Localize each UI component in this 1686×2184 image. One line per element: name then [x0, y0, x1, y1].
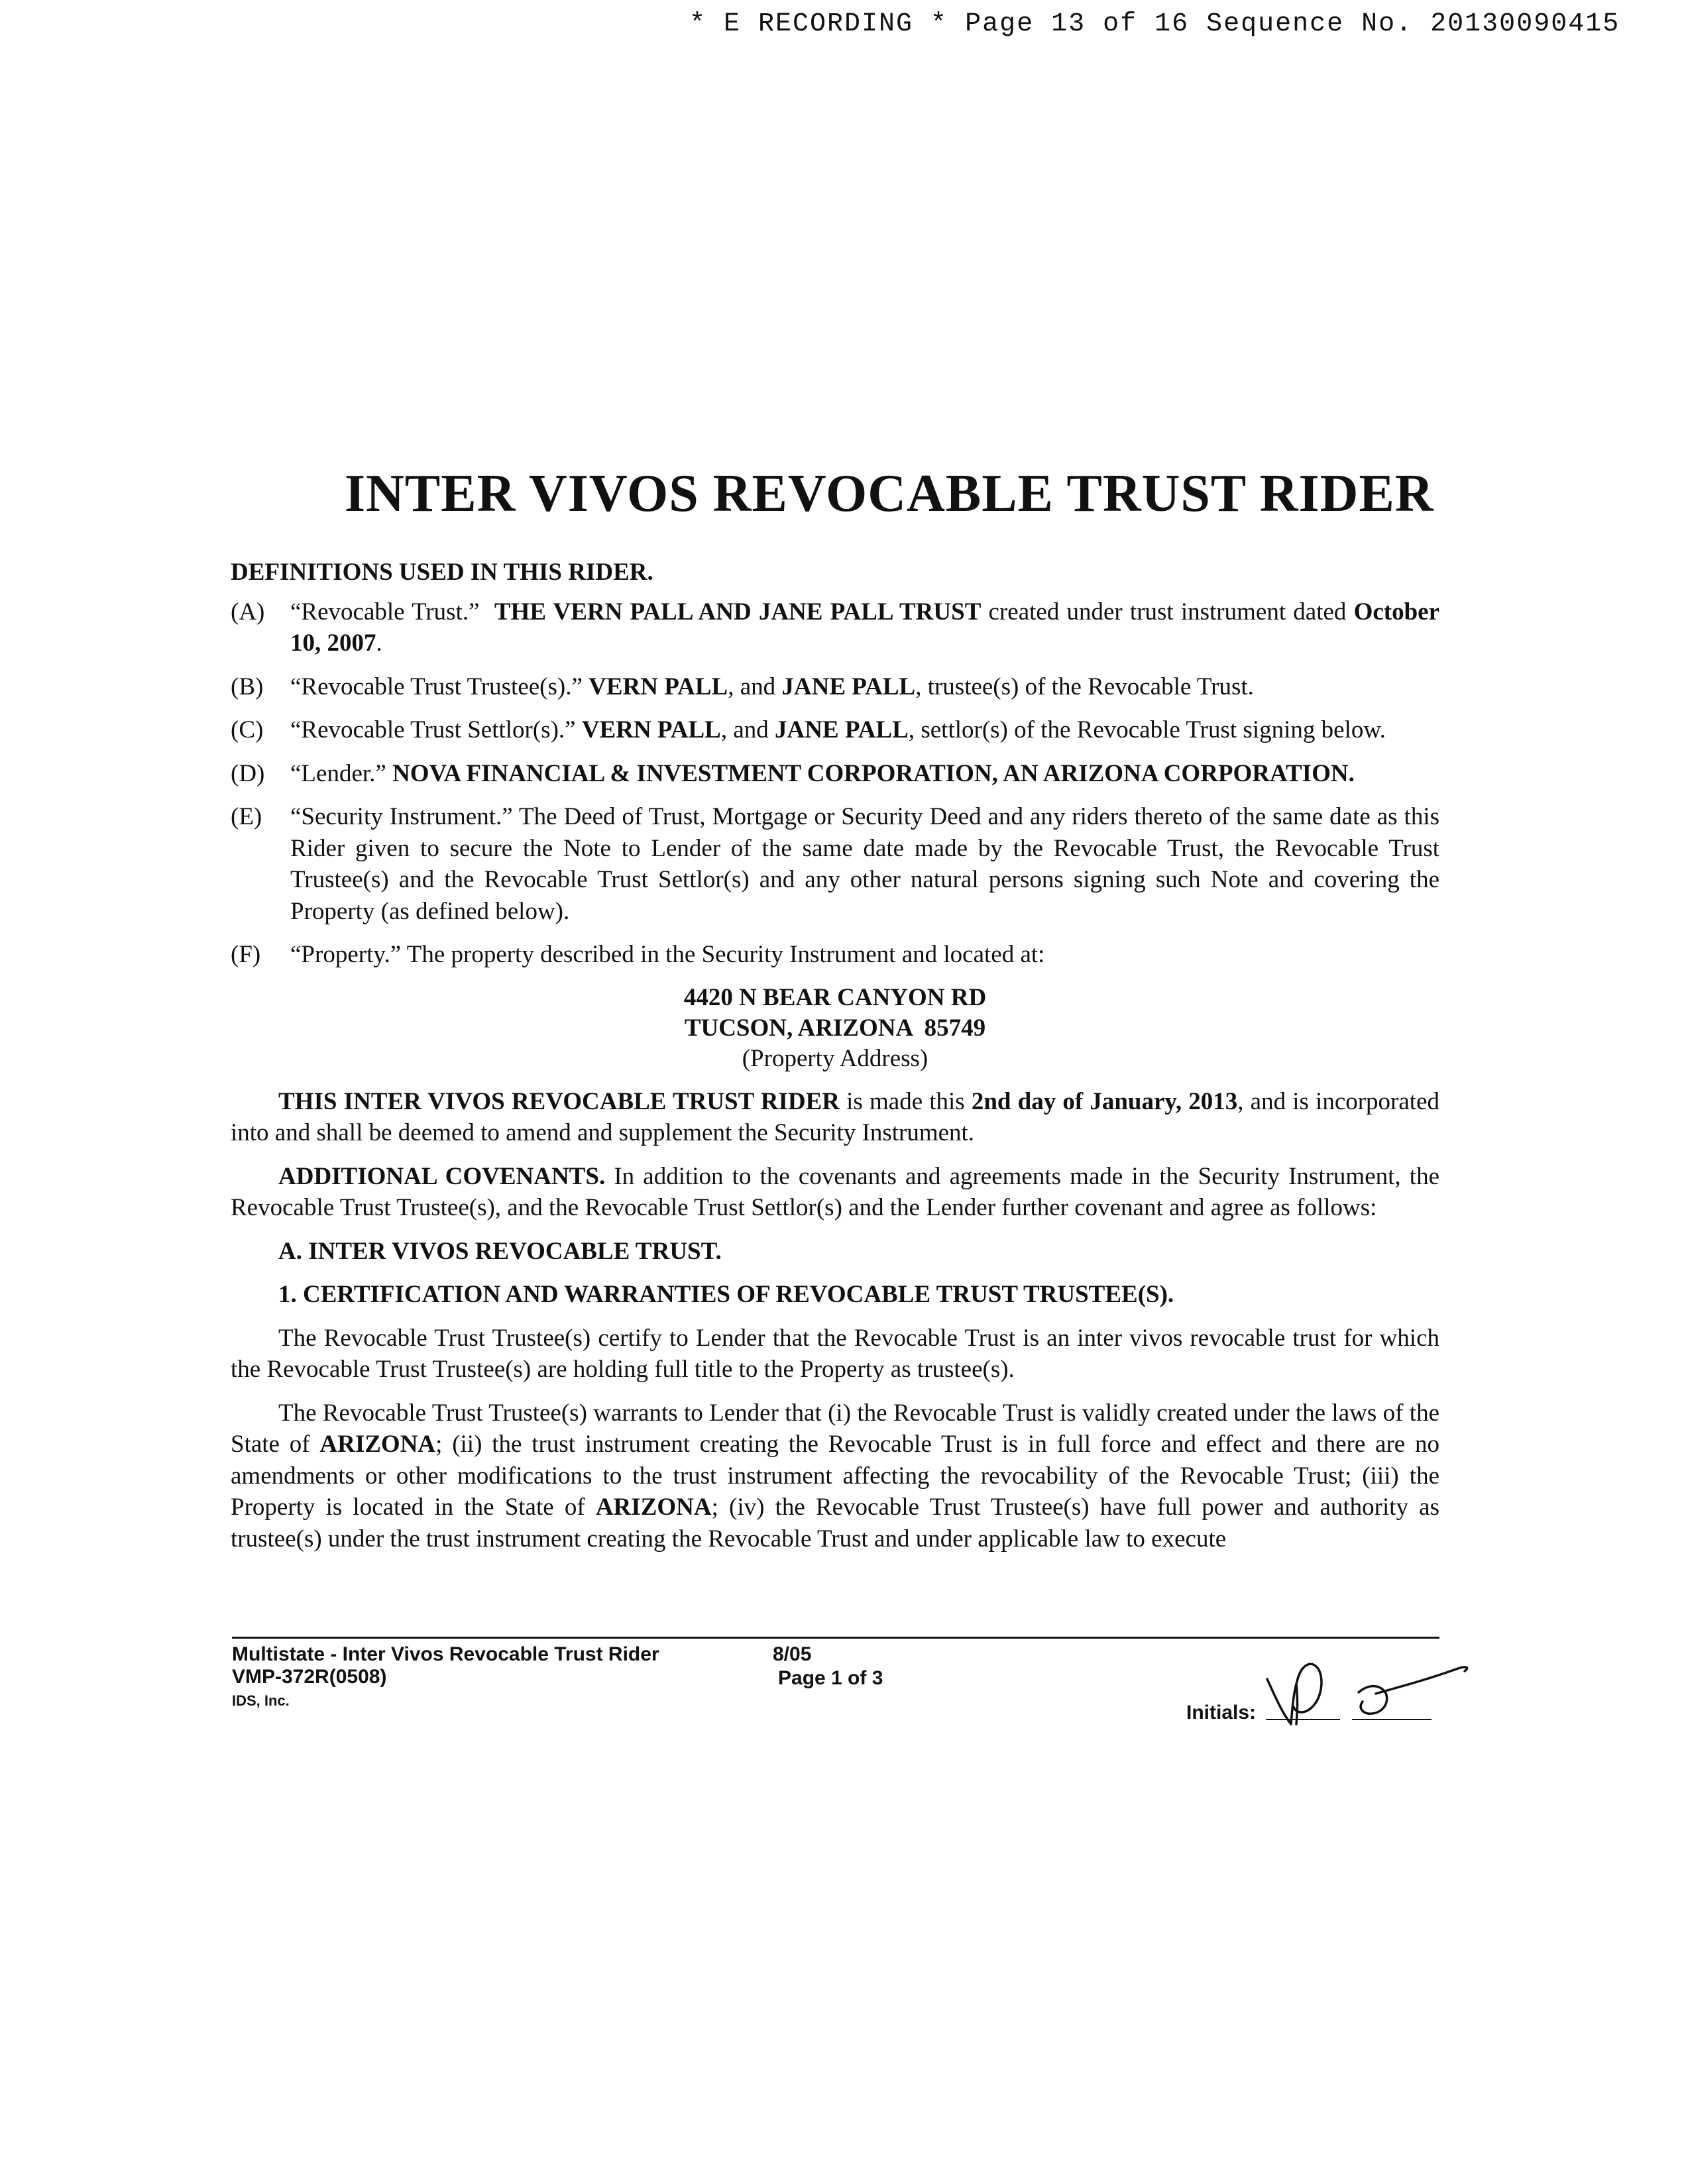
rider-name: THIS INTER VIVOS REVOCABLE TRUST RIDER — [278, 1087, 840, 1115]
definition-text — [290, 596, 1439, 659]
definition-letter: (F) — [231, 941, 261, 968]
definition-letter: (A) — [231, 598, 265, 626]
paragraph-fragment: The Revocable Trust Trustee(s) warrants to Lender that (i) the Revocable Trust is validly created under the laws of the State of — [231, 1399, 1439, 1458]
definition-text — [290, 801, 1439, 927]
section-a-heading: A. INTER VIVOS REVOCABLE TRUST. — [278, 1237, 722, 1265]
definition-letter: (E) — [231, 803, 262, 830]
form-revision: 8/05 — [773, 1643, 812, 1665]
definition-text — [290, 671, 1439, 703]
definition-term: “Security Instrument.” — [290, 803, 513, 830]
recording-stamp: * E RECORDING * Page 13 of 16 Sequence No. 20130090415 — [689, 9, 1620, 39]
paragraph-fragment: is made this — [840, 1087, 972, 1115]
rider-date: 2nd day of January, 2013 — [971, 1087, 1238, 1115]
definition-fragment: , trustee(s) of the Revocable Trust. — [915, 673, 1254, 700]
initials-signature — [1259, 1643, 1498, 1736]
definition-letter: (C) — [231, 716, 264, 743]
additional-covenants-heading: ADDITIONAL COVENANTS. — [278, 1162, 606, 1190]
trust-name: THE VERN PALL AND JANE PALL TRUST — [494, 598, 982, 626]
trustee-name-1: VERN PALL — [589, 673, 728, 700]
definition-term: “Revocable Trust Settlor(s).” — [290, 716, 576, 743]
state-name: ARIZONA — [595, 1494, 712, 1521]
paragraph-fragment: In addition to the covenants and agreements made in the Security Instrument, the Revocable Trust Trustee(s), and the Revocable Trust Settlor(s) and the Lender further covenant and agree as follows: — [231, 1162, 1439, 1221]
address-caption: (Property Address) — [742, 1044, 928, 1072]
certification-paragraph: The Revocable Trust Trustee(s) certify to Lender that the Revocable Trust is an inter vivos revocable trust for which the Revocable Trust Trustee(s) are holding full title to the Property as trustee(s). — [231, 1324, 1439, 1383]
document-title: INTER VIVOS REVOCABLE TRUST RIDER — [345, 464, 1434, 523]
definition-term: “Lender.” — [290, 759, 386, 787]
trust-date: October 10, 2007 — [290, 598, 1440, 657]
definition-text — [290, 714, 1439, 746]
definition-fragment: , and — [720, 716, 775, 743]
paragraph-fragment: , and is incorporated into and shall be deemed to amend and supplement the Security Instrument. — [231, 1087, 1440, 1146]
definition-a — [231, 596, 1439, 659]
form-code: VMP-372R(0508) — [232, 1666, 387, 1688]
paragraph-fragment: ; (iv) the Revocable Trust Trustee(s) have full power and authority as trustee(s) under the trust instrument creating the Revocable Trust and under applicable law to execute — [231, 1494, 1439, 1553]
document-body — [231, 557, 1439, 1566]
initials-label: Initials: — [1186, 1702, 1257, 1723]
additional-covenants-paragraph — [231, 1161, 1439, 1224]
section-1-heading: 1. CERTIFICATION AND WARRANTIES OF REVOCABLE TRUST TRUSTEE(S). — [278, 1281, 1174, 1308]
trustee-name-2: JANE PALL — [781, 673, 916, 700]
form-name: Multistate - Inter Vivos Revocable Trust Rider — [232, 1643, 659, 1665]
definition-c — [231, 714, 1439, 746]
footer-divider — [232, 1637, 1439, 1639]
definition-letter: (D) — [231, 759, 265, 787]
definition-f — [231, 939, 1439, 971]
definition-fragment: created under trust instrument dated — [981, 598, 1354, 626]
publisher: IDS, Inc. — [232, 1692, 290, 1709]
state-name: ARIZONA — [319, 1431, 436, 1458]
definition-text — [290, 758, 1439, 790]
address-line-1: 4420 N BEAR CANYON RD — [683, 983, 987, 1011]
page-number: Page 1 of 3 — [778, 1667, 883, 1689]
definition-fragment: The property described in the Security Instrument and located at: — [406, 941, 1045, 968]
definition-fragment: The Deed of Trust, Mortgage or Security Deed and any riders thereto of the same date as this Rider given to secure the Note to Lender of the same date made by the Revocable Trust, the Revocable Trust Trustee(s) and the Revocable Trust Settlor(s) and any other natural persons signing such Note and covering the Property (as defined below). — [290, 803, 1440, 925]
definition-fragment: , settlor(s) of the Revocable Trust signing below. — [908, 716, 1386, 743]
definition-term: “Revocable Trust.” — [290, 598, 480, 626]
paragraph-fragment: ; (ii) the trust instrument creating the Revocable Trust is in full force and effect and there are no amendments or other modifications to the trust instrument affecting the revocability of the Revocable Trust; (iii) the Property is located in the State of — [231, 1431, 1439, 1521]
warranties-paragraph — [231, 1397, 1439, 1555]
settlor-name-1: VERN PALL — [581, 716, 721, 743]
definition-fragment: . — [1348, 759, 1355, 787]
definition-term: “Revocable Trust Trustee(s).” — [290, 673, 583, 700]
definitions-heading: DEFINITIONS USED IN THIS RIDER. — [231, 559, 653, 586]
definition-letter: (B) — [231, 673, 264, 700]
address-line-2: TUCSON, ARIZONA 85749 — [684, 1014, 986, 1042]
rider-made-paragraph — [231, 1086, 1439, 1149]
definition-e — [231, 801, 1439, 927]
definition-fragment: . — [376, 629, 382, 657]
definition-text — [290, 939, 1439, 971]
settlor-name-2: JANE PALL — [775, 716, 909, 743]
definition-d — [231, 758, 1439, 790]
definition-b — [231, 671, 1439, 703]
lender-name: NOVA FINANCIAL & INVESTMENT CORPORATION, AN ARIZONA CORPORATION — [392, 759, 1349, 787]
property-address — [231, 983, 1439, 1074]
definition-fragment: , and — [728, 673, 782, 700]
definition-term: “Property.” — [290, 941, 402, 968]
